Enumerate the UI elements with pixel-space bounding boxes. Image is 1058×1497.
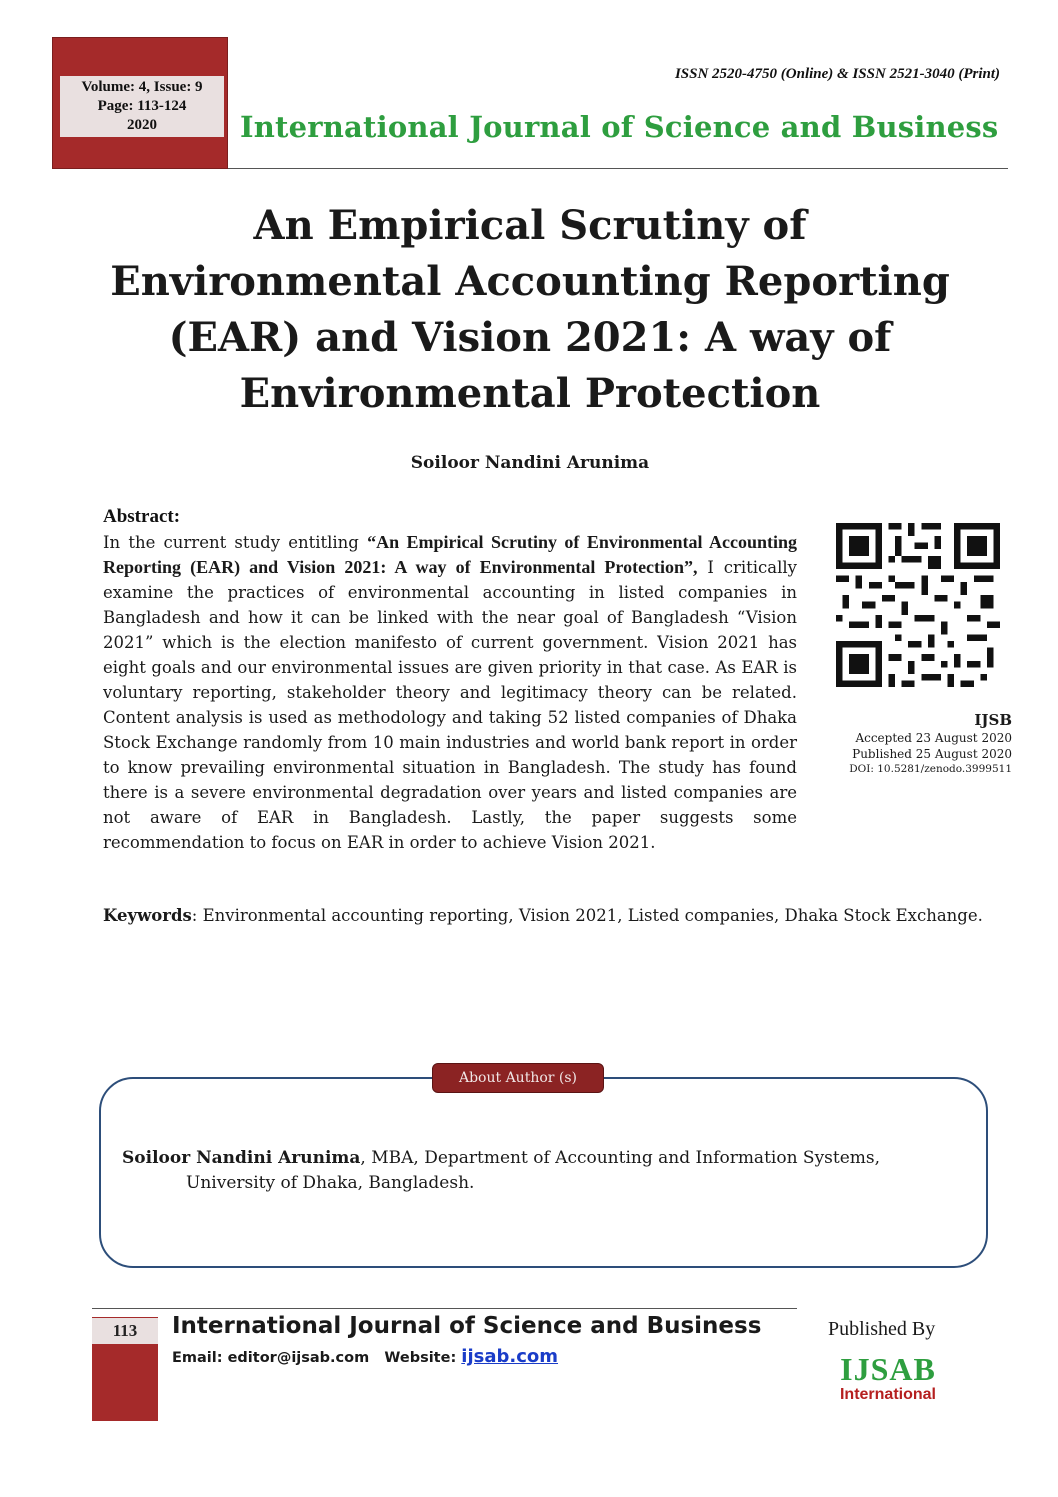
page-number-box: [92, 1317, 158, 1421]
logo-sub-text: International: [839, 1386, 936, 1403]
keywords: [103, 903, 983, 928]
issn: ISSN 2520-4750 (Online) & ISSN 2521-3040 (Print): [674, 66, 1000, 82]
abstract-prefix: In the current study entitling: [103, 533, 368, 552]
title-line: Environmental Protection: [239, 370, 821, 417]
publication-info: [812, 710, 1012, 777]
keywords-text: : Environmental accounting reporting, Vision 2021, Listed companies, Dhaka Stock Exchange.: [191, 906, 983, 925]
paper-title: [80, 198, 980, 422]
about-author-tab: About Author (s): [432, 1063, 604, 1093]
accepted-date: Accepted 23 August 2020: [855, 731, 1012, 745]
journal-title: International Journal of Science and Business: [240, 110, 999, 144]
published-date: Published 25 August 2020: [852, 747, 1012, 761]
logo-main-text: IJSAB: [840, 1351, 936, 1387]
page-number: 113: [92, 1318, 158, 1344]
doi: DOI: 10.5281/zenodo.3999511: [849, 763, 1012, 775]
abstract-rest: I critically examine the practices of environmental accounting in listed companies in Bangladesh and how it can be linked with the near goal of Bangladesh “Vision 2021” which is the election manifesto of current government. Vision 2021 has eight goals and our environmental issues are given priority in that case. As EAR is voluntary reporting, stakeholder theory and legitimacy theory can be related. Content analysis is used as methodology and taking 52 listed companies of Dhaka Stock Exchange randomly from 10 main industries and world bank report in order to know prevailing environmental situation in Bangladesh. The study has found there is a severe environmental degradation over years and listed companies are not aware of EAR in Bangladesh. Lastly, the paper suggests some recommendation to focus on EAR in order to achieve Vision 2021.: [103, 558, 797, 852]
year: 2020: [127, 117, 157, 133]
author-affiliation-2: University of Dhaka, Bangladesh.: [186, 1173, 475, 1193]
footer-contact: [172, 1346, 558, 1367]
keywords-label: Keywords: [103, 906, 192, 925]
abstract-text: [103, 530, 797, 855]
volume-issue: Volume: 4, Issue: 9: [81, 79, 203, 95]
ijsab-logo: [838, 1352, 938, 1404]
author-desc-name: Soiloor Nandini Arunima: [122, 1148, 361, 1168]
title-line: Environmental Accounting Reporting: [110, 258, 950, 305]
volume-box: [52, 37, 228, 169]
volume-info: [60, 76, 224, 137]
website-link[interactable]: ijsab.com: [461, 1346, 559, 1367]
page-range: Page: 113-124: [97, 98, 187, 114]
published-by: Published By: [828, 1318, 936, 1340]
qr-code-icon: [836, 523, 1000, 687]
author-name: Soiloor Nandini Arunima: [410, 453, 650, 473]
footer-website-label: Website:: [384, 1350, 462, 1366]
footer-email[interactable]: Email: editor@ijsab.com: [172, 1350, 370, 1366]
abstract-heading: Abstract:: [103, 506, 181, 527]
footer-journal-title: International Journal of Science and Business: [172, 1313, 762, 1339]
author-description: [122, 1146, 942, 1196]
abstract-bold-title: “An Empirical Scrutiny of Environmental Accounting Reporting (EAR) and Vision 2021: A way of Environmental Protection”,: [103, 532, 797, 577]
title-line: (EAR) and Vision 2021: A way of: [168, 314, 892, 361]
author-affiliation-1: , MBA, Department of Accounting and Information Systems,: [360, 1148, 881, 1168]
header-divider: [228, 168, 1008, 169]
journal-abbreviation: IJSB: [974, 711, 1012, 729]
footer-divider: [92, 1308, 797, 1309]
title-line: An Empirical Scrutiny of: [253, 202, 807, 249]
